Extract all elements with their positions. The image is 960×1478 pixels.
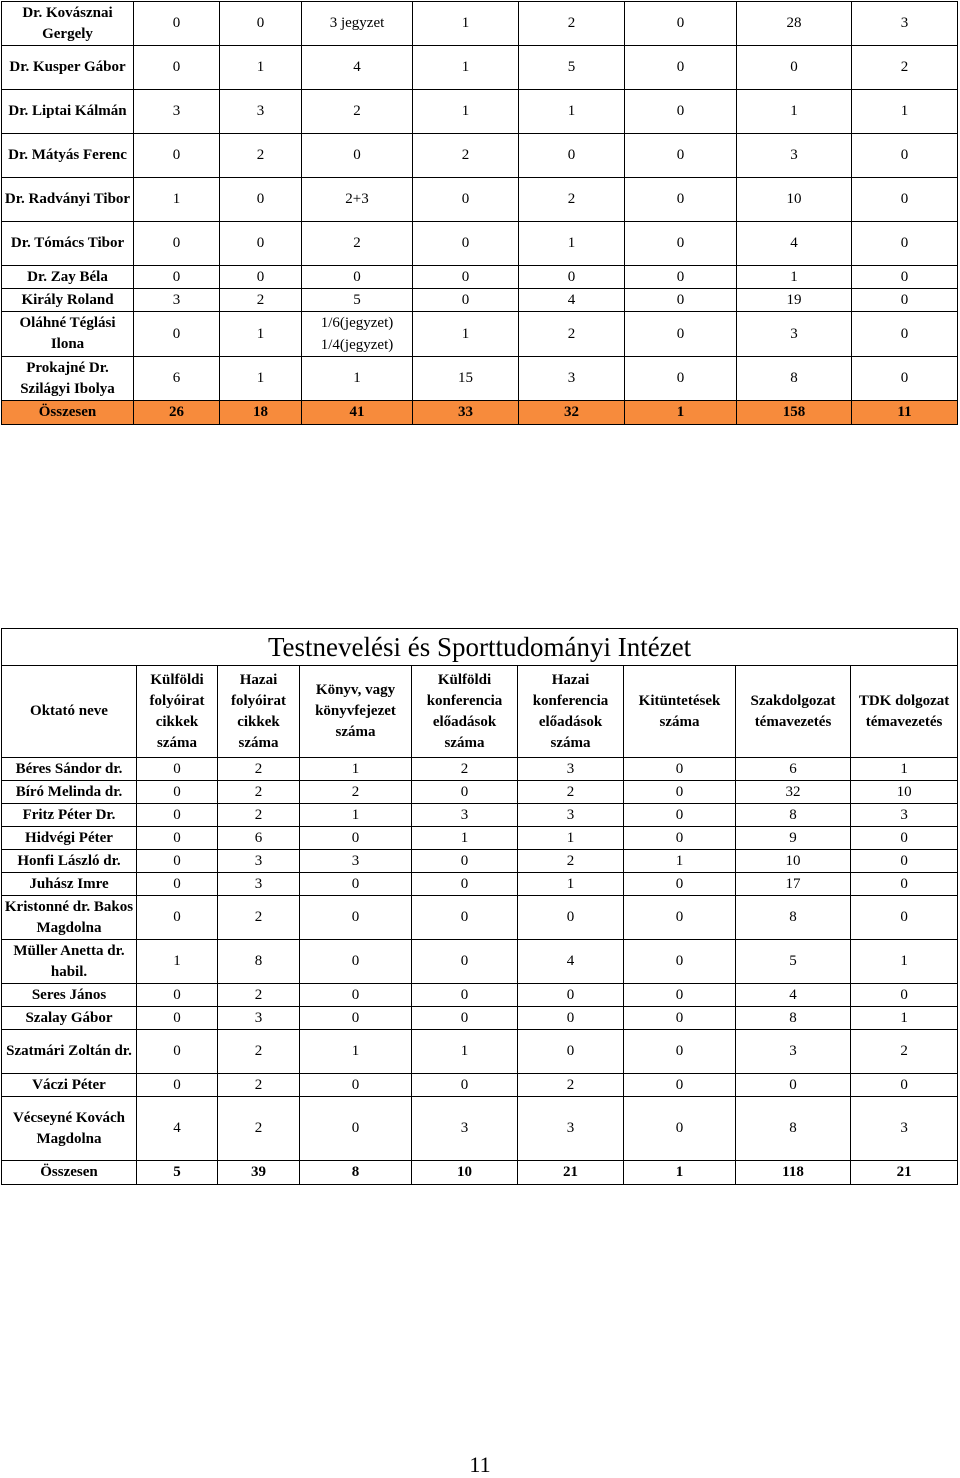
table-cell bbox=[302, 312, 413, 357]
table-cell: 0 bbox=[625, 2, 737, 46]
teacher-name: Juhász Imre bbox=[2, 873, 137, 896]
table-cell: 3 bbox=[519, 357, 625, 401]
faculty-name: Oláhné Téglási Ilona bbox=[2, 312, 134, 357]
table-cell: 0 bbox=[300, 827, 412, 850]
teacher-name: Béres Sándor dr. bbox=[2, 758, 137, 781]
teacher-name: Bíró Melinda dr. bbox=[2, 781, 137, 804]
table-cell: 1 bbox=[519, 222, 625, 266]
table-cell: 0 bbox=[852, 312, 958, 357]
table-cell: 0 bbox=[624, 896, 736, 940]
table-cell: 1 bbox=[518, 827, 624, 850]
table-cell: 1 bbox=[412, 1030, 518, 1074]
column-header: Külföldi konferencia előadások száma bbox=[412, 666, 518, 758]
table-row bbox=[2, 289, 958, 312]
table-cell: 15 bbox=[413, 357, 519, 401]
table-cell: 0 bbox=[137, 1074, 218, 1097]
faculty-table-1 bbox=[1, 1, 958, 425]
table-cell: 3 bbox=[300, 850, 412, 873]
table-cell: 0 bbox=[137, 984, 218, 1007]
total-cell: 158 bbox=[737, 401, 852, 425]
table-cell: 2 bbox=[220, 289, 302, 312]
table-cell: 1 bbox=[300, 1030, 412, 1074]
table-cell: 0 bbox=[625, 134, 737, 178]
column-header: Hazai folyóirat cikkek száma bbox=[218, 666, 300, 758]
table-cell: 0 bbox=[134, 222, 220, 266]
total-cell: 11 bbox=[852, 401, 958, 425]
table-cell: 0 bbox=[624, 804, 736, 827]
table-cell: 0 bbox=[134, 134, 220, 178]
table-cell: 1 bbox=[737, 266, 852, 289]
table-cell: 0 bbox=[851, 827, 958, 850]
table-cell: 0 bbox=[625, 46, 737, 90]
table-cell: 1 bbox=[300, 758, 412, 781]
table-cell: 0 bbox=[518, 984, 624, 1007]
table-row bbox=[2, 850, 958, 873]
table-cell: 0 bbox=[625, 357, 737, 401]
table-cell: 0 bbox=[851, 850, 958, 873]
table-row bbox=[2, 804, 958, 827]
cell-line: 1/4(jegyzet) bbox=[320, 337, 394, 353]
table-cell: 0 bbox=[412, 1007, 518, 1030]
table-cell: 0 bbox=[413, 178, 519, 222]
table-cell: 28 bbox=[737, 2, 852, 46]
teacher-name: Hidvégi Péter bbox=[2, 827, 137, 850]
table-cell: 17 bbox=[736, 873, 851, 896]
total-cell: 26 bbox=[134, 401, 220, 425]
table-cell: 4 bbox=[137, 1097, 218, 1161]
table-cell: 8 bbox=[736, 896, 851, 940]
table-cell: 0 bbox=[134, 312, 220, 357]
table-row bbox=[2, 312, 958, 357]
faculty-name: Dr. Tómács Tibor bbox=[2, 222, 134, 266]
table-row bbox=[2, 1030, 958, 1074]
table-cell: 2 bbox=[519, 178, 625, 222]
table-cell: 0 bbox=[625, 289, 737, 312]
faculty-name: Dr. Radványi Tibor bbox=[2, 178, 134, 222]
table-cell: 2 bbox=[851, 1030, 958, 1074]
table-cell: 0 bbox=[413, 289, 519, 312]
faculty-name: Prokajné Dr. Szilágyi Ibolya bbox=[2, 357, 134, 401]
table-cell: 3 bbox=[851, 1097, 958, 1161]
column-header: Könyv, vagy könyvfejezet száma bbox=[300, 666, 412, 758]
table-cell: 3 bbox=[851, 804, 958, 827]
total-cell: 118 bbox=[736, 1161, 851, 1185]
table-cell: 3 bbox=[412, 1097, 518, 1161]
table-row bbox=[2, 178, 958, 222]
faculty-name: Király Roland bbox=[2, 289, 134, 312]
table-row bbox=[2, 134, 958, 178]
institute-table bbox=[1, 628, 958, 1185]
table-row bbox=[2, 896, 958, 940]
table-cell: 6 bbox=[736, 758, 851, 781]
total-cell: 8 bbox=[300, 1161, 412, 1185]
table-cell: 0 bbox=[300, 1007, 412, 1030]
teacher-name: Szatmári Zoltán dr. bbox=[2, 1030, 137, 1074]
teacher-name: Vécseyné Kovách Magdolna bbox=[2, 1097, 137, 1161]
table-cell: 8 bbox=[218, 940, 300, 984]
faculty-name: Dr. Zay Béla bbox=[2, 266, 134, 289]
table-cell: 0 bbox=[137, 896, 218, 940]
table-cell: 1 bbox=[413, 312, 519, 357]
table-cell: 8 bbox=[736, 1007, 851, 1030]
table-row bbox=[2, 222, 958, 266]
table-cell: 1 bbox=[413, 46, 519, 90]
table-cell: 0 bbox=[137, 873, 218, 896]
faculty-name: Dr. Liptai Kálmán bbox=[2, 90, 134, 134]
table-cell: 4 bbox=[519, 289, 625, 312]
table-cell: 3 jegyzet bbox=[302, 2, 413, 46]
table-cell: 1 bbox=[220, 312, 302, 357]
table-cell: 0 bbox=[300, 873, 412, 896]
table-cell: 1 bbox=[518, 873, 624, 896]
table-cell: 0 bbox=[220, 222, 302, 266]
table-cell: 1 bbox=[851, 758, 958, 781]
table-cell: 2+3 bbox=[302, 178, 413, 222]
total-label: Összesen bbox=[2, 1161, 137, 1185]
table-cell: 2 bbox=[218, 804, 300, 827]
total-row bbox=[2, 401, 958, 425]
table-cell: 2 bbox=[413, 134, 519, 178]
table-cell: 0 bbox=[137, 850, 218, 873]
table-cell: 6 bbox=[134, 357, 220, 401]
table-cell: 0 bbox=[624, 873, 736, 896]
table-cell: 0 bbox=[412, 1074, 518, 1097]
table-row bbox=[2, 781, 958, 804]
table-cell: 2 bbox=[302, 90, 413, 134]
total-cell: 18 bbox=[220, 401, 302, 425]
table-cell: 3 bbox=[852, 2, 958, 46]
total-cell: 39 bbox=[218, 1161, 300, 1185]
cell-line: 1/6(jegyzet) bbox=[320, 315, 394, 331]
table-cell: 8 bbox=[736, 804, 851, 827]
faculty-name: Dr. Kovásznai Gergely bbox=[2, 2, 134, 46]
table-cell: 0 bbox=[737, 46, 852, 90]
table-cell: 2 bbox=[519, 2, 625, 46]
table-cell: 3 bbox=[736, 1030, 851, 1074]
table-cell: 3 bbox=[412, 804, 518, 827]
table-cell: 0 bbox=[852, 222, 958, 266]
table-cell: 0 bbox=[851, 984, 958, 1007]
table-row bbox=[2, 357, 958, 401]
table-cell: 2 bbox=[518, 850, 624, 873]
table-cell: 0 bbox=[624, 1074, 736, 1097]
table-cell: 1 bbox=[413, 2, 519, 46]
table-cell: 3 bbox=[518, 1097, 624, 1161]
total-cell: 21 bbox=[518, 1161, 624, 1185]
table-cell: 2 bbox=[300, 781, 412, 804]
table-cell: 0 bbox=[852, 134, 958, 178]
table-cell: 0 bbox=[518, 1030, 624, 1074]
table-row bbox=[2, 90, 958, 134]
table-cell: 0 bbox=[413, 266, 519, 289]
table-cell: 0 bbox=[137, 758, 218, 781]
table-cell: 0 bbox=[300, 896, 412, 940]
table-cell: 0 bbox=[412, 984, 518, 1007]
table-cell: 5 bbox=[519, 46, 625, 90]
table-cell: 2 bbox=[218, 1074, 300, 1097]
table-cell: 4 bbox=[737, 222, 852, 266]
total-cell: 1 bbox=[624, 1161, 736, 1185]
table-cell: 3 bbox=[518, 758, 624, 781]
total-cell: 33 bbox=[413, 401, 519, 425]
table-cell: 1 bbox=[134, 178, 220, 222]
table-cell: 0 bbox=[851, 1074, 958, 1097]
page-number: 11 bbox=[469, 1452, 491, 1477]
table-cell: 0 bbox=[736, 1074, 851, 1097]
table-cell: 0 bbox=[518, 896, 624, 940]
table-cell: 0 bbox=[220, 266, 302, 289]
table-cell: 0 bbox=[518, 1007, 624, 1030]
table-cell: 0 bbox=[624, 1030, 736, 1074]
table-cell: 0 bbox=[519, 134, 625, 178]
table-row bbox=[2, 2, 958, 46]
table-cell: 0 bbox=[412, 850, 518, 873]
total-cell: 1 bbox=[625, 401, 737, 425]
table-cell: 2 bbox=[519, 312, 625, 357]
table-cell: 0 bbox=[624, 758, 736, 781]
column-header: Szakdolgozat témavezetés bbox=[736, 666, 851, 758]
table-cell: 0 bbox=[519, 266, 625, 289]
total-cell: 10 bbox=[412, 1161, 518, 1185]
table-cell: 1 bbox=[413, 90, 519, 134]
header-teacher-name: Oktató neve bbox=[2, 666, 137, 758]
table-cell: 0 bbox=[412, 940, 518, 984]
table-cell: 0 bbox=[137, 1030, 218, 1074]
teacher-name: Müller Anetta dr. habil. bbox=[2, 940, 137, 984]
faculty-name: Dr. Mátyás Ferenc bbox=[2, 134, 134, 178]
table-cell: 4 bbox=[518, 940, 624, 984]
table-cell: 4 bbox=[736, 984, 851, 1007]
table-cell: 1 bbox=[300, 804, 412, 827]
column-header: Külföldi folyóirat cikkek száma bbox=[137, 666, 218, 758]
table-cell: 0 bbox=[625, 222, 737, 266]
table-cell: 0 bbox=[624, 984, 736, 1007]
table-cell: 3 bbox=[218, 873, 300, 896]
table-cell: 8 bbox=[737, 357, 852, 401]
table-row bbox=[2, 940, 958, 984]
table-cell: 0 bbox=[302, 134, 413, 178]
table-cell: 19 bbox=[737, 289, 852, 312]
table-cell: 3 bbox=[218, 850, 300, 873]
table-cell: 5 bbox=[302, 289, 413, 312]
table-cell: 0 bbox=[624, 1097, 736, 1161]
table-cell: 0 bbox=[624, 1007, 736, 1030]
table-cell: 2 bbox=[412, 758, 518, 781]
table-cell: 1 bbox=[137, 940, 218, 984]
table-cell: 0 bbox=[220, 178, 302, 222]
table-cell: 0 bbox=[220, 2, 302, 46]
table-cell: 0 bbox=[300, 984, 412, 1007]
table-cell: 0 bbox=[137, 781, 218, 804]
teacher-name: Kristonné dr. Bakos Magdolna bbox=[2, 896, 137, 940]
table-cell: 0 bbox=[852, 289, 958, 312]
table-cell: 2 bbox=[302, 222, 413, 266]
total-cell: 5 bbox=[137, 1161, 218, 1185]
table-cell: 2 bbox=[218, 758, 300, 781]
table-cell: 1 bbox=[220, 357, 302, 401]
table-cell: 0 bbox=[624, 940, 736, 984]
table-cell: 0 bbox=[851, 873, 958, 896]
table-cell: 6 bbox=[218, 827, 300, 850]
table-cell: 0 bbox=[625, 266, 737, 289]
table-cell: 1 bbox=[220, 46, 302, 90]
table-cell: 0 bbox=[852, 357, 958, 401]
table-cell: 0 bbox=[134, 2, 220, 46]
table-cell: 0 bbox=[625, 90, 737, 134]
table-cell: 5 bbox=[736, 940, 851, 984]
teacher-name: Váczi Péter bbox=[2, 1074, 137, 1097]
total-row bbox=[2, 1161, 958, 1185]
table-cell: 3 bbox=[218, 1007, 300, 1030]
table-cell: 0 bbox=[134, 266, 220, 289]
institute-title: Testnevelési és Sporttudományi Intézet bbox=[2, 629, 958, 666]
table-cell: 3 bbox=[518, 804, 624, 827]
table-cell: 0 bbox=[412, 896, 518, 940]
table-cell: 0 bbox=[137, 1007, 218, 1030]
table-cell: 2 bbox=[218, 1097, 300, 1161]
table-row bbox=[2, 266, 958, 289]
table-row bbox=[2, 1007, 958, 1030]
table-cell: 10 bbox=[736, 850, 851, 873]
table-row bbox=[2, 984, 958, 1007]
column-header: Kitüntetések száma bbox=[624, 666, 736, 758]
table-cell: 0 bbox=[134, 46, 220, 90]
table-cell: 0 bbox=[300, 940, 412, 984]
table-cell: 0 bbox=[625, 178, 737, 222]
table-cell: 1 bbox=[851, 1007, 958, 1030]
table-cell: 0 bbox=[625, 312, 737, 357]
table-row bbox=[2, 873, 958, 896]
table-cell: 4 bbox=[302, 46, 413, 90]
teacher-name: Szalay Gábor bbox=[2, 1007, 137, 1030]
table-cell: 0 bbox=[302, 266, 413, 289]
table-cell: 3 bbox=[220, 90, 302, 134]
table-cell: 1 bbox=[737, 90, 852, 134]
table-cell: 0 bbox=[412, 873, 518, 896]
table-cell: 3 bbox=[134, 90, 220, 134]
total-cell: 41 bbox=[302, 401, 413, 425]
table-cell: 2 bbox=[218, 984, 300, 1007]
table-cell: 0 bbox=[412, 781, 518, 804]
total-cell: 21 bbox=[851, 1161, 958, 1185]
table-row bbox=[2, 1074, 958, 1097]
table-cell: 0 bbox=[624, 827, 736, 850]
table-cell: 0 bbox=[137, 804, 218, 827]
table-cell: 2 bbox=[220, 134, 302, 178]
table-cell: 2 bbox=[518, 1074, 624, 1097]
total-cell: 32 bbox=[519, 401, 625, 425]
table-cell: 0 bbox=[624, 781, 736, 804]
faculty-name: Dr. Kusper Gábor bbox=[2, 46, 134, 90]
teacher-name: Honfi László dr. bbox=[2, 850, 137, 873]
column-header: TDK dolgozat témavezetés bbox=[851, 666, 958, 758]
teacher-name: Fritz Péter Dr. bbox=[2, 804, 137, 827]
table-cell: 0 bbox=[852, 178, 958, 222]
table-cell: 8 bbox=[736, 1097, 851, 1161]
table-cell: 10 bbox=[737, 178, 852, 222]
table-cell: 1 bbox=[624, 850, 736, 873]
table-cell: 0 bbox=[852, 266, 958, 289]
table-cell: 0 bbox=[851, 896, 958, 940]
total-label: Összesen bbox=[2, 401, 134, 425]
table-row bbox=[2, 827, 958, 850]
table-cell: 2 bbox=[218, 896, 300, 940]
table-row bbox=[2, 758, 958, 781]
table-cell: 1 bbox=[302, 357, 413, 401]
table-row bbox=[2, 1097, 958, 1161]
table-cell: 1 bbox=[851, 940, 958, 984]
table-cell: 3 bbox=[134, 289, 220, 312]
table-cell: 2 bbox=[518, 781, 624, 804]
table-cell: 3 bbox=[737, 312, 852, 357]
table-cell: 2 bbox=[218, 781, 300, 804]
table-cell: 32 bbox=[736, 781, 851, 804]
table-cell: 0 bbox=[413, 222, 519, 266]
table-cell: 2 bbox=[852, 46, 958, 90]
table-cell: 10 bbox=[851, 781, 958, 804]
table-cell: 1 bbox=[412, 827, 518, 850]
table-cell: 3 bbox=[737, 134, 852, 178]
table-cell: 1 bbox=[519, 90, 625, 134]
table-cell: 0 bbox=[300, 1074, 412, 1097]
table-cell: 2 bbox=[218, 1030, 300, 1074]
column-header: Hazai konferencia előadások száma bbox=[518, 666, 624, 758]
teacher-name: Seres János bbox=[2, 984, 137, 1007]
table-cell: 9 bbox=[736, 827, 851, 850]
table-row bbox=[2, 46, 958, 90]
table-cell: 0 bbox=[137, 827, 218, 850]
table-cell: 1 bbox=[852, 90, 958, 134]
table-cell: 0 bbox=[300, 1097, 412, 1161]
